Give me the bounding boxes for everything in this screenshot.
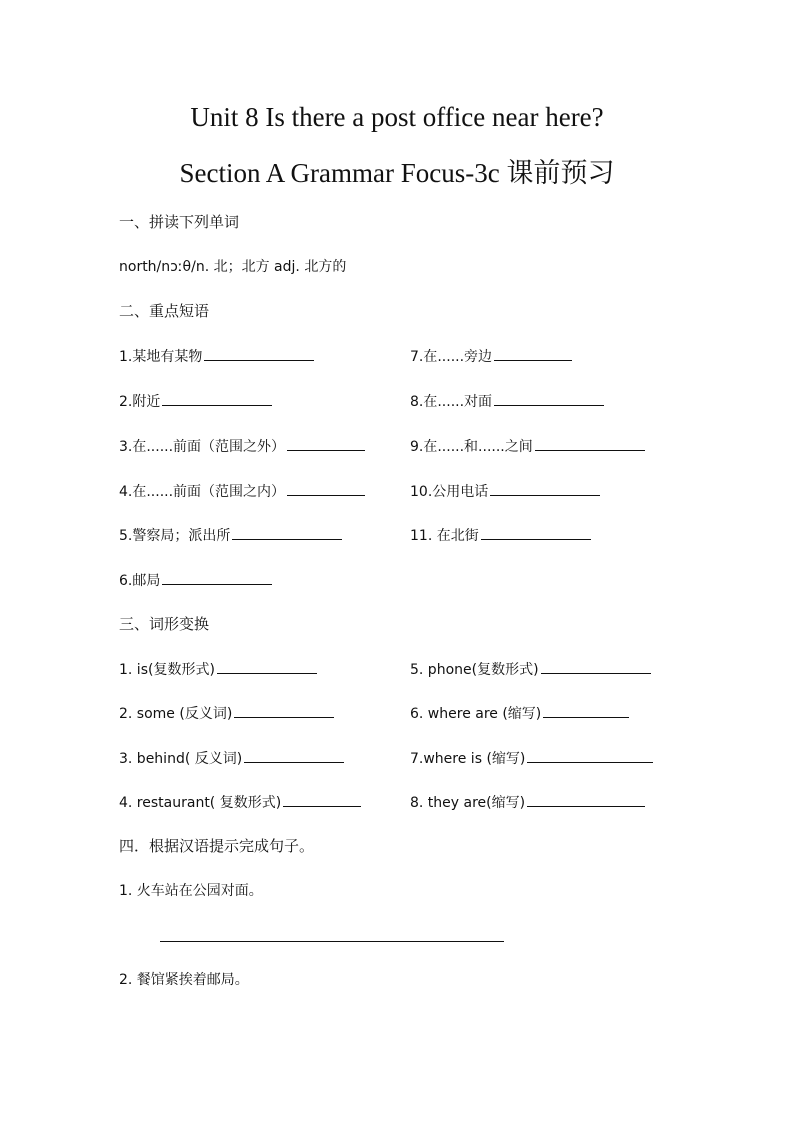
phrase-label: 4.在......前面（范围之内） bbox=[119, 484, 286, 500]
answer-blank[interactable] bbox=[527, 748, 653, 763]
answer-blank[interactable] bbox=[541, 659, 651, 674]
phrase-label: 3.在......前面（范围之外） bbox=[119, 439, 286, 455]
phrase-label: 9.在......和......之间 bbox=[410, 439, 533, 455]
word-form-label: 3. behind( 反义词) bbox=[119, 751, 243, 767]
phrase-label: 5.警察局；派出所 bbox=[119, 528, 231, 544]
word-line-text: north/nɔːθ/n. 北；北方 adj. 北方的 bbox=[119, 259, 347, 275]
phrase-item bbox=[410, 525, 591, 547]
answer-blank[interactable] bbox=[494, 391, 604, 406]
answer-blank[interactable] bbox=[283, 792, 361, 807]
word-form-label: 6. where are (缩写) bbox=[410, 706, 542, 722]
phrase-item bbox=[119, 391, 272, 413]
phrase-label: 2.附近 bbox=[119, 394, 161, 410]
phrase-item bbox=[410, 391, 604, 413]
answer-blank[interactable] bbox=[204, 346, 314, 361]
phrase-item bbox=[410, 346, 572, 368]
phrase-label: 7.在......旁边 bbox=[410, 349, 493, 365]
phrase-item bbox=[410, 481, 600, 503]
phrase-item bbox=[119, 570, 272, 592]
phrase-label: 10.公用电话 bbox=[410, 484, 489, 500]
section4-heading: 四．根据汉语提示完成句子。 bbox=[119, 837, 315, 855]
answer-blank[interactable] bbox=[527, 792, 645, 807]
word-form-label: 7.where is (缩写) bbox=[410, 751, 526, 767]
sentence-item bbox=[119, 970, 249, 991]
answer-blank[interactable] bbox=[234, 703, 334, 718]
answer-blank[interactable] bbox=[162, 391, 272, 406]
word-form-item bbox=[119, 792, 361, 814]
section2-heading: 二、重点短语 bbox=[119, 302, 210, 320]
word-form-label: 4. restaurant( 复数形式) bbox=[119, 795, 282, 811]
sentence-answer-line[interactable] bbox=[160, 940, 504, 942]
answer-blank[interactable] bbox=[217, 659, 317, 674]
word-form-item bbox=[119, 659, 317, 681]
phrase-label: 6.邮局 bbox=[119, 573, 161, 589]
word-form-item bbox=[119, 748, 344, 770]
answer-blank[interactable] bbox=[543, 703, 629, 718]
phrase-label: 11. 在北街 bbox=[410, 528, 479, 544]
phrase-item bbox=[119, 346, 314, 368]
answer-blank[interactable] bbox=[232, 525, 342, 540]
word-line bbox=[119, 257, 346, 278]
answer-blank[interactable] bbox=[287, 436, 365, 451]
page-subtitle: Section A Grammar Focus-3c 课前预习 bbox=[179, 158, 615, 188]
answer-blank[interactable] bbox=[287, 481, 365, 496]
phrase-item bbox=[410, 436, 645, 458]
word-form-label: 2. some (反义词) bbox=[119, 706, 233, 722]
sentence-prompt: 1. 火车站在公园对面。 bbox=[119, 883, 263, 899]
phrase-label: 8.在......对面 bbox=[410, 394, 493, 410]
page-title: Unit 8 Is there a post office near here? bbox=[190, 102, 604, 132]
word-form-label: 8. they are(缩写) bbox=[410, 795, 526, 811]
word-form-item bbox=[119, 703, 334, 725]
answer-blank[interactable] bbox=[535, 436, 645, 451]
phrase-item bbox=[119, 525, 342, 547]
word-form-item bbox=[410, 659, 651, 681]
answer-blank[interactable] bbox=[481, 525, 591, 540]
word-form-item bbox=[410, 748, 653, 770]
phrase-item bbox=[119, 436, 365, 458]
sentence-item bbox=[119, 881, 263, 902]
section1-heading: 一、拼读下列单词 bbox=[119, 213, 240, 231]
sentence-prompt: 2. 餐馆紧挨着邮局。 bbox=[119, 972, 249, 988]
word-form-label: 5. phone(复数形式) bbox=[410, 662, 539, 678]
section3-heading: 三、词形变换 bbox=[119, 615, 210, 633]
answer-blank[interactable] bbox=[494, 346, 572, 361]
phrase-item bbox=[119, 481, 365, 503]
answer-blank[interactable] bbox=[490, 481, 600, 496]
answer-blank[interactable] bbox=[244, 748, 344, 763]
word-form-item bbox=[410, 703, 629, 725]
phrase-label: 1.某地有某物 bbox=[119, 349, 203, 365]
word-form-item bbox=[410, 792, 645, 814]
answer-blank[interactable] bbox=[162, 570, 272, 585]
word-form-label: 1. is(复数形式) bbox=[119, 662, 215, 678]
